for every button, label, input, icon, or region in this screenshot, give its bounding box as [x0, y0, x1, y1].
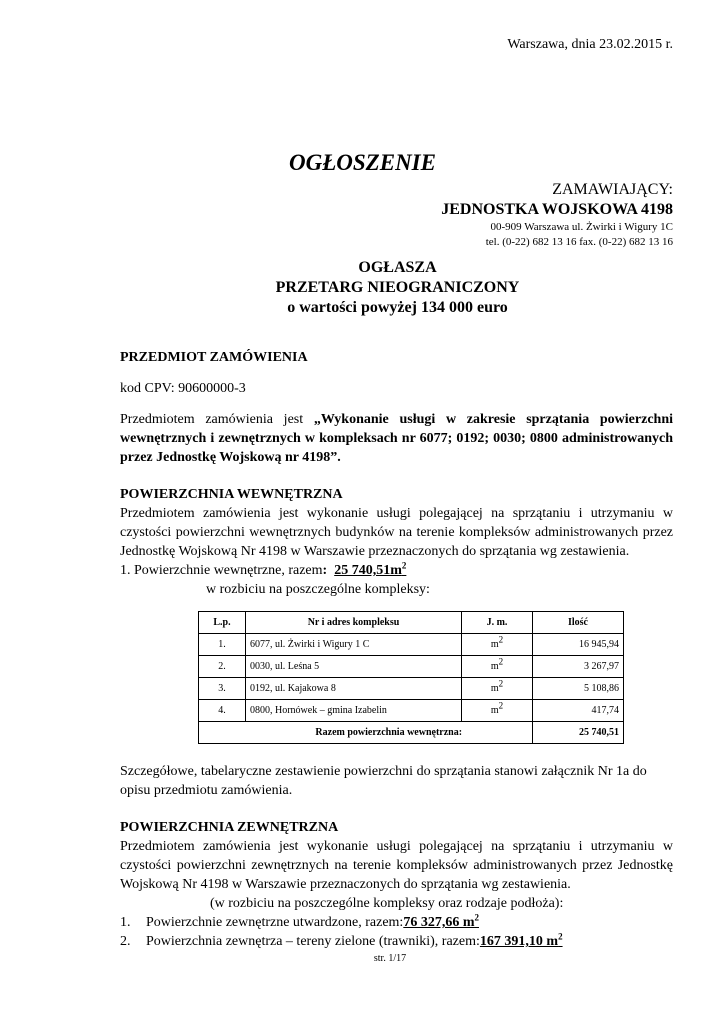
announce-line-1: OGŁASZA — [358, 259, 437, 276]
section-heading-subject: PRZEDMIOT ZAMÓWIENIA — [120, 350, 308, 365]
subject-title: „Wykonanie usługi w zakresie sprzątania powierzchni wewnętrznych i zewnętrznych w kompleksach nr 6077; 0192; 0030; 0800 administrowanych przez Jednostkę Wojskową nr 4198”. — [120, 412, 673, 465]
authority-phone: tel. (0-22) 682 13 16 fax. (0-22) 682 13 16 — [485, 236, 673, 248]
list-item: 2. Powierzchnia zewnętrza – tereny zielone (trawniki), razem: 167 391,10 $m^2$ — [120, 931, 563, 949]
announce-line-3: o wartości powyżej 134 000 euro — [287, 299, 508, 316]
announce-line-2: PRZETARG NIEOGRANICZONY — [275, 279, 520, 296]
list-item: 1. Powierzchnie zewnętrzne utwardzone, razem: 76 327,66 $m^2$ — [120, 912, 479, 930]
external-breakdown-note: (w rozbiciu na poszczególne kompleksy oraz rodzaje podłoża): — [210, 896, 564, 911]
col-header-quantity: Ilość — [533, 612, 624, 634]
table-total-label: Razem powierzchnia wewnętrzna: — [246, 722, 533, 744]
contracting-authority — [441, 180, 673, 250]
internal-total-colon: : — [322, 563, 328, 578]
authority-label: ZAMAWIAJĄCY: — [552, 181, 673, 198]
external-item-value: 167 391,10 $m^2$ — [479, 931, 563, 949]
internal-total-line — [120, 561, 673, 580]
document-date: Warszawa, dnia 23.02.2015 r. — [507, 37, 673, 52]
col-header-address: Nr i adres kompleksu — [246, 612, 462, 634]
table-row: 2. 0030, ul. Leśna 5 $m^2$ 3 267,97 — [199, 656, 624, 678]
subject-intro: Przedmiotem zamówienia jest — [120, 412, 314, 427]
col-header-lp: L.p. — [199, 612, 246, 634]
internal-total-label: 1. Powierzchnie wewnętrzne, razem — [120, 563, 323, 578]
authority-name: JEDNOSTKA WOJSKOWA 4198 — [441, 201, 673, 218]
section-heading-internal: POWIERZCHNIA WEWNĘTRZNA — [120, 487, 343, 502]
table-row: 3. 0192, ul. Kajakowa 8 $m^2$ 5 108,86 — [199, 678, 624, 700]
internal-paragraph: Przedmiotem zamówienia jest wykonanie usługi polegającej na sprzątaniu i utrzymaniu w czystości powierzchni wewnętrznych budynków na terenie kompleksów administrowanych przez Jednostkę Wojskową Nr 4198 w Warszawie przeznaczonych do sprzątania wg zestawienia. — [120, 506, 673, 559]
internal-total-value: 25 $740,51m^2$ — [334, 560, 407, 578]
external-item-label: Powierzchnie zewnętrzne utwardzone, razem: — [146, 915, 404, 930]
table-total-value: 25 740,51 — [533, 722, 624, 744]
table-row: 1. 6077, ul. Żwirki i Wigury 1 C $m^2$ 16 945,94 — [199, 634, 624, 656]
authority-address: 00-909 Warszawa ul. Żwirki i Wigury 1C — [490, 221, 673, 233]
cpv-code: kod CPV: 90600000-3 — [120, 381, 246, 396]
page-number: str. 1/17 — [373, 953, 407, 964]
table-total-row — [199, 722, 624, 744]
col-header-unit: J. m. — [462, 612, 533, 634]
table-row: 4. 0800, Hornówek – gmina Izabelin $m^2$ 417,74 — [199, 700, 624, 722]
internal-breakdown-note: w rozbiciu na poszczególne kompleksy: — [206, 582, 430, 597]
complex-table — [198, 611, 624, 744]
external-paragraph: Przedmiotem zamówienia jest wykonanie usługi polegającej na sprzątaniu i utrzymaniu w czystości powierzchni zewnętrznych na terenie kompleksów administrowanych przez Jednostkę Wojskową Nr 4198 w Warszawie przeznaczonych do sprzątania wg zestawienia. — [120, 839, 673, 892]
announcement-block — [0, 258, 725, 318]
page-title: OGŁOSZENIE — [289, 150, 436, 175]
section-heading-external: POWIERZCHNIA ZEWNĘTRZNA — [120, 820, 339, 835]
document-body — [120, 348, 673, 951]
table-header-row — [199, 612, 624, 634]
details-paragraph: Szczegółowe, tabelaryczne zestawienie powierzchni do sprzątania stanowi załącznik Nr 1a do opisu przedmiotu zamówienia. — [120, 764, 647, 798]
external-item-label: Powierzchnia zewnętrza – tereny zielone (trawniki), razem: — [146, 934, 480, 949]
subject-paragraph — [120, 410, 673, 467]
external-item-value: 76 327,66 $m^2$ — [403, 912, 479, 930]
